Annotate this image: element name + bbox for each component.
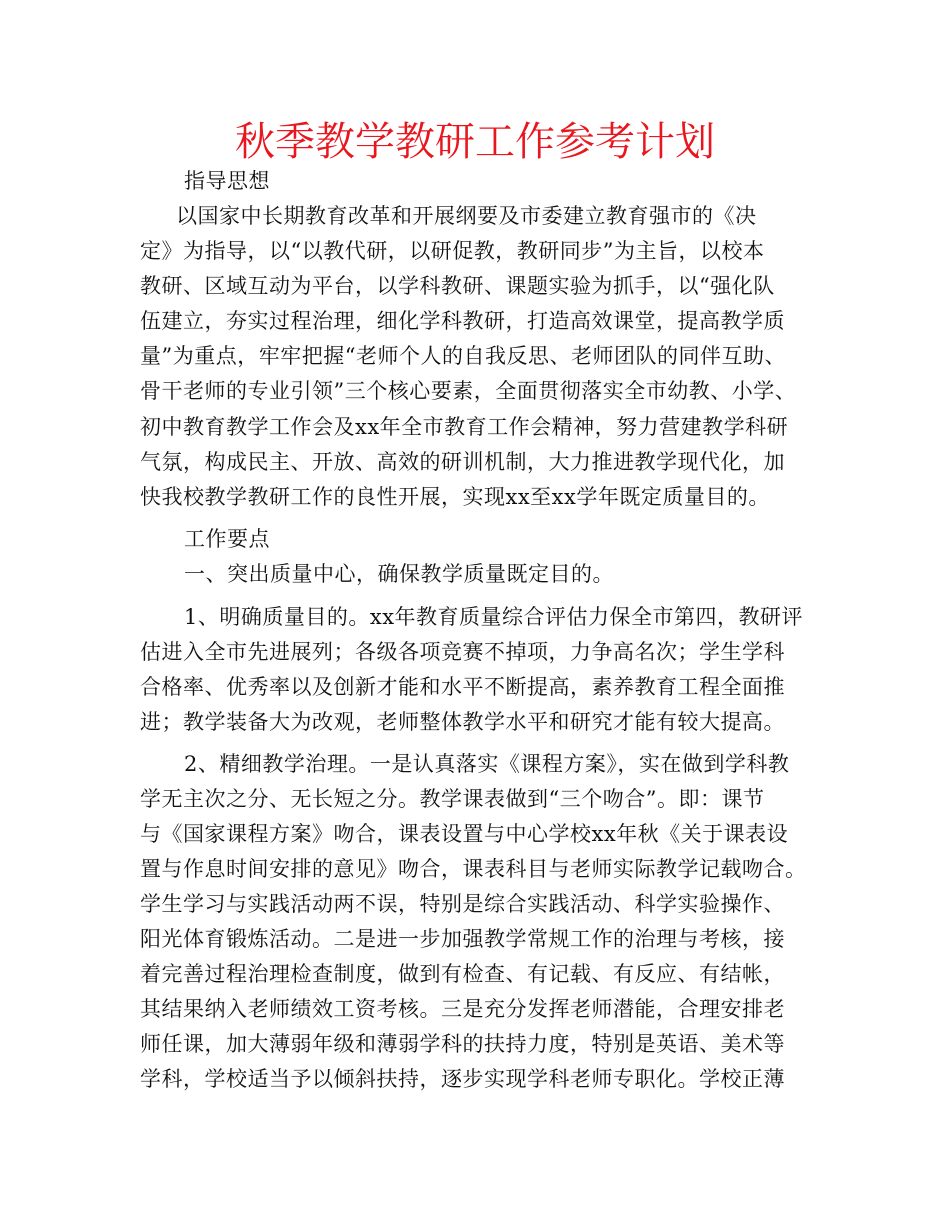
- paragraph-line: 2、精细教学治理。一是认真落实《课程方案》，实在做到学科教: [184, 752, 790, 776]
- paragraph-line: 合格率、优秀率以及创新才能和水平不断提高，素养教育工程全面推: [140, 675, 785, 699]
- section-heading-quality: 一、突出质量中心，确保教学质量既定目的。: [184, 562, 614, 586]
- paragraph-line: 定》为指导，以“以教代研，以研促教，教研同步”为主旨，以校本: [140, 239, 765, 263]
- paragraph-line: 1、明确质量目的。xx年教育质量综合评估力保全市第四，教研评: [184, 605, 804, 629]
- paragraph-line: 教研、区域互动为平台，以学科教研、课题实验为抓手，以“强化队: [140, 274, 775, 298]
- paragraph-line: 气氛，构成民主、开放、高效的研训机制，大力推进教学现代化，加: [140, 450, 785, 474]
- document-title: 秋季教学教研工作参考计划: [235, 119, 715, 165]
- paragraph-line: 着完善过程治理检查制度，做到有检查、有记载、有反应、有结帐，: [140, 962, 785, 986]
- paragraph-line: 其结果纳入老师绩效工资考核。三是充分发挥老师潜能，合理安排老: [140, 997, 785, 1021]
- section-heading-guiding-ideology: 指导思想: [184, 169, 270, 193]
- paragraph-line: 师任课，加大薄弱年级和薄弱学科的扶持力度，特别是英语、美术等: [140, 1032, 785, 1056]
- paragraph-line: 学科，学校适当予以倾斜扶持，逐步实现学科老师专职化。学校正薄: [140, 1067, 785, 1091]
- paragraph-line: 量”为重点，牢牢把握“老师个人的自我反思、老师团队的同伴互助、: [140, 344, 786, 368]
- paragraph-line: 初中教育教学工作会及xx年全市教育工作会精神，努力营建教学科研: [140, 415, 789, 439]
- paragraph-line: 估进入全市先进展列；各级各项竞赛不掉项，力争高名次；学生学科: [140, 640, 785, 664]
- paragraph-line: 进；教学装备大为改观，老师整体教学水平和研究才能有较大提高。: [140, 710, 785, 734]
- paragraph-line: 阳光体育锻炼活动。二是进一步加强教学常规工作的治理与考核，接: [140, 927, 785, 951]
- paragraph-line: 骨干老师的专业引领”三个核心要素，全面贯彻落实全市幼教、小学、: [140, 379, 797, 403]
- paragraph-line: 以国家中长期教育改革和开展纲要及市委建立教育强市的《决: [176, 204, 757, 228]
- paragraph-line: 学生学习与实践活动两不误，特别是综合实践活动、科学实验操作、: [140, 892, 785, 916]
- paragraph-line: 学无主次之分、无长短之分。教学课表做到“三个吻合”。即：课节: [140, 787, 765, 811]
- section-heading-work-points: 工作要点: [184, 527, 270, 551]
- paragraph-line: 与《国家课程方案》吻合，课表设置与中心学校xx年秋《关于课表设: [140, 822, 789, 846]
- paragraph-line: 伍建立，夯实过程治理，细化学科教研，打造高效课堂，提高教学质: [140, 309, 785, 333]
- paragraph-line: 快我校教学教研工作的良性开展，实现xx至xx学年既定质量目的。: [140, 485, 770, 509]
- paragraph-line: 置与作息时间安排的意见》吻合，课表科目与老师实际教学记载吻合。: [140, 857, 807, 881]
